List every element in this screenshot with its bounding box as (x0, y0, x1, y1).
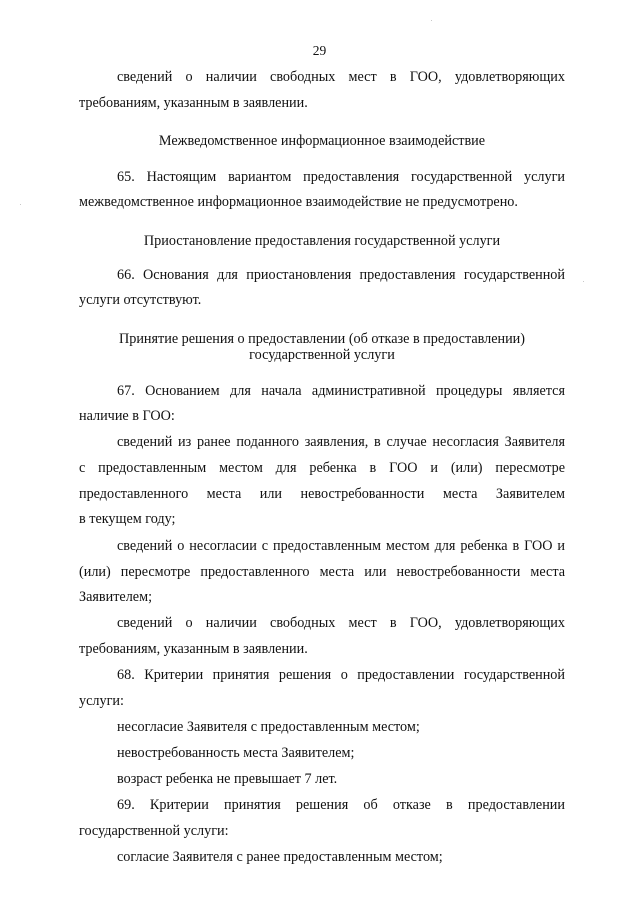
text-line: невостребованность места Заявителем; (117, 745, 355, 761)
text-line: межведомственное информационное взаимодействие не предусмотрено. (79, 194, 518, 210)
text-line: требованиям, указанным в заявлении. (79, 641, 308, 657)
section-heading: Приостановление предоставления государственной услуги (143, 233, 501, 249)
text-line: государственной услуги: (79, 823, 229, 839)
text-line: 68. Критерии принятия решения о предоставлении государственной (117, 667, 565, 683)
text-line: 66. Основания для приостановления предоставления государственной (117, 267, 565, 283)
text-line: услуги отсутствуют. (79, 292, 202, 308)
scan-speck (20, 204, 21, 205)
text-line: требованиям, указанным в заявлении. (79, 95, 308, 111)
text-line: услуги: (79, 693, 124, 709)
text-line: сведений из ранее поданного заявления, в случае несогласия Заявителя (117, 434, 565, 450)
text-line: сведений о наличии свободных мест в ГОО, удовлетворяющих (117, 615, 565, 631)
scan-speck (583, 281, 584, 282)
section-heading: государственной услуги (249, 347, 395, 363)
text-line: 67. Основанием для начала административной процедуры является (117, 383, 565, 399)
text-line: 69. Критерии принятия решения об отказе в предоставлении (117, 797, 565, 813)
text-line: наличие в ГОО: (79, 408, 175, 424)
text-line: 65. Настоящим вариантом предоставления государственной услуги (117, 169, 565, 185)
text-line: сведений о наличии свободных мест в ГОО, удовлетворяющих (117, 69, 565, 85)
text-line: согласие Заявителя с ранее предоставленным местом; (117, 849, 443, 865)
text-line: несогласие Заявителя с предоставленным местом; (117, 719, 420, 735)
text-line: сведений о несогласии с предоставленным местом для ребенка в ГОО и (117, 538, 565, 554)
text-line: с предоставленным местом для ребенка в ГОО и (или) пересмотре (79, 460, 565, 476)
text-line: предоставленного места или невостребованности места Заявителем (79, 486, 565, 502)
scan-speck (431, 20, 432, 21)
text-line: Заявителем; (79, 589, 153, 605)
page-number: 29 (312, 43, 327, 58)
text-line: в текущем году; (79, 511, 176, 527)
text-line: (или) пересмотре предоставленного места или невостребованности места (79, 564, 565, 580)
section-heading: Межведомственное информационное взаимодействие (158, 133, 486, 149)
text-line: возраст ребенка не превышает 7 лет. (117, 771, 338, 787)
section-heading: Принятие решения о предоставлении (об отказе в предоставлении) (118, 331, 526, 347)
